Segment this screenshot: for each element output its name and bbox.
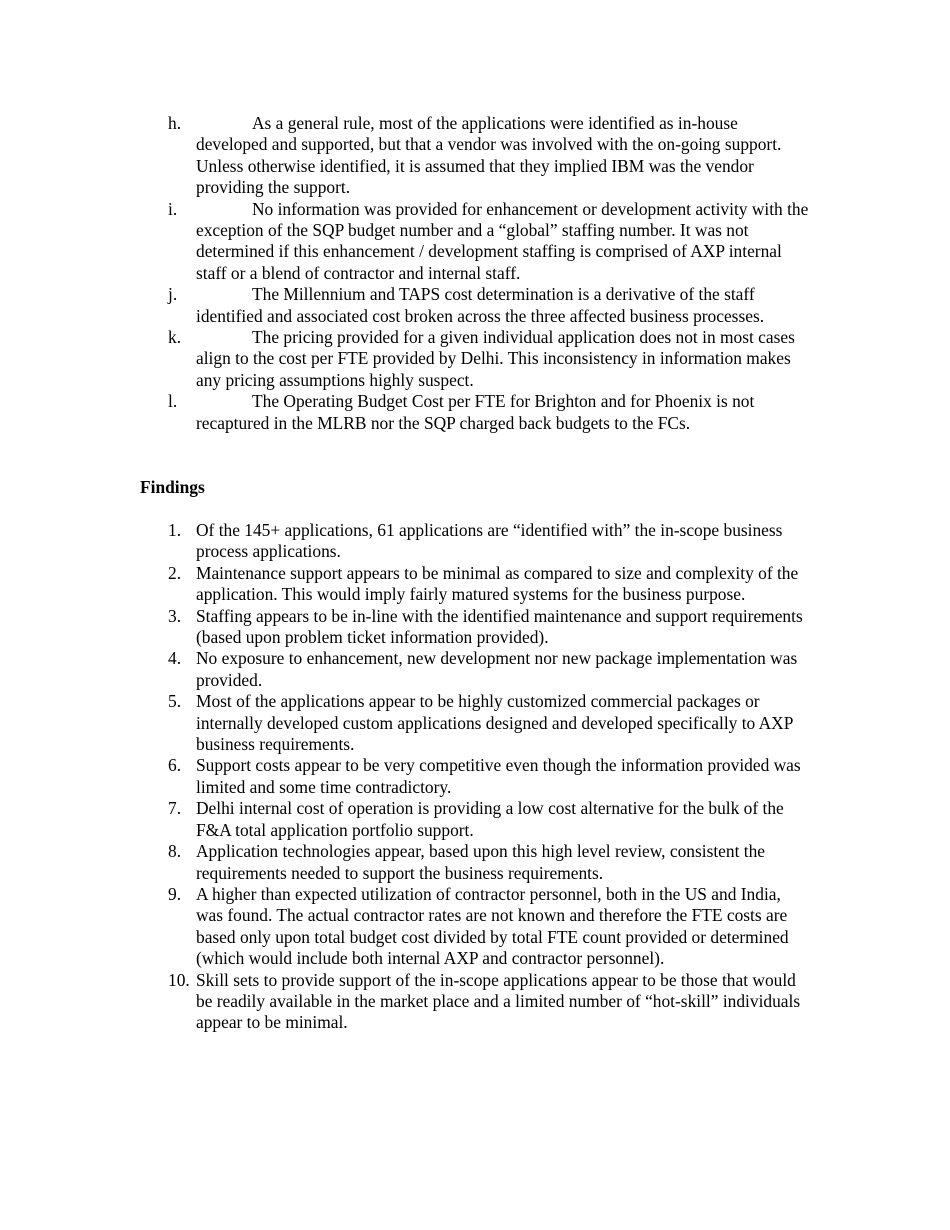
list-marker: 7. [168,798,182,819]
list-item-text: Delhi internal cost of operation is providing a low cost alternative for the bulk of the F&A total application portfolio support. [196,798,784,840]
findings-heading: Findings [140,477,205,497]
list-marker: i. [168,198,178,219]
list-item [0,755,810,798]
list-item-text: The pricing provided for a given individual application does not in most cases align to the cost per FTE provided by Delhi. This inconsistency in information makes any pricing assumptions highly suspect. [196,327,795,390]
assumptions-list [0,113,950,434]
list-item-text: Maintenance support appears to be minimal as compared to size and complexity of the application. This would imply fairly matured systems for the business purpose. [196,562,799,605]
list-item [0,520,810,563]
list-marker: 6. [168,755,182,776]
list-marker: 8. [168,841,182,862]
list-item [0,648,810,691]
list-marker: h. [168,113,182,133]
findings-list [0,520,950,1034]
list-marker: 3. [168,605,182,626]
list-item [0,199,810,285]
list-item [0,798,810,841]
list-item [0,327,810,391]
list-marker: 10. [168,969,190,990]
list-marker: 1. [168,520,182,540]
list-item-text: A higher than expected utilization of contractor personnel, both in the US and India, was found. The actual contractor rates are not known and therefore the FTE costs are based only upon total budget cost divided by total FTE count provided or determined (which would include both internal AXP and contractor personnel). [196,883,789,969]
list-item [0,884,810,970]
list-item [0,970,810,1034]
list-item-text: No information was provided for enhancement or development activity with the exception of the SQP budget number and a “global” staffing number. It was not determined if this enhancement / development staffing is comprised of AXP internal staff or a blend of contractor and internal staff. [196,198,809,283]
list-item-text: No exposure to enhancement, new development nor new package implementation was provided. [196,648,798,690]
list-item [0,691,810,755]
list-item-text: The Millennium and TAPS cost determination is a derivative of the staff identified and associated cost broken across the three affected business processes. [196,284,765,326]
list-item-text: Application technologies appear, based upon this high level review, consistent the requirements needed to support the business requirements. [196,841,766,883]
list-item-text: Of the 145+ applications, 61 applications are “identified with” the in-scope business process applications. [196,520,783,562]
list-marker: 4. [168,648,182,669]
list-item [0,841,810,884]
list-marker: 5. [168,691,182,712]
list-item-text: Most of the applications appear to be highly customized commercial packages or internally developed custom applications designed and developed specifically to AXP business requirements. [196,691,793,755]
list-item-text: Support costs appear to be very competitive even though the information provided was limited and some time contradictory. [196,755,801,797]
list-item [0,606,810,649]
list-item [0,391,810,434]
list-marker: 2. [168,562,182,583]
list-item-text: Staffing appears to be in-line with the identified maintenance and support requirements (based upon problem ticket information provided). [196,605,803,648]
list-item [0,563,810,606]
list-marker: j. [168,284,178,305]
list-item-text: The Operating Budget Cost per FTE for Brighton and for Phoenix is not recaptured in the MLRB nor the SQP charged back budgets to the FCs. [196,391,755,433]
list-item [0,113,810,199]
list-marker: 9. [168,883,182,904]
list-item-text: Skill sets to provide support of the in-scope applications appear to be those that would be readily available in the market place and a limited number of “hot-skill” individuals appear to be minimal. [196,969,801,1033]
list-marker: k. [168,327,182,348]
list-item [0,284,810,327]
list-item-text: As a general rule, most of the applications were identified as in-house developed and supported, but that a vendor was involved with the on-going support. Unless otherwise identified, it is assumed that they implied IBM was the vendor providing the support. [196,113,782,198]
list-marker: l. [168,391,178,412]
